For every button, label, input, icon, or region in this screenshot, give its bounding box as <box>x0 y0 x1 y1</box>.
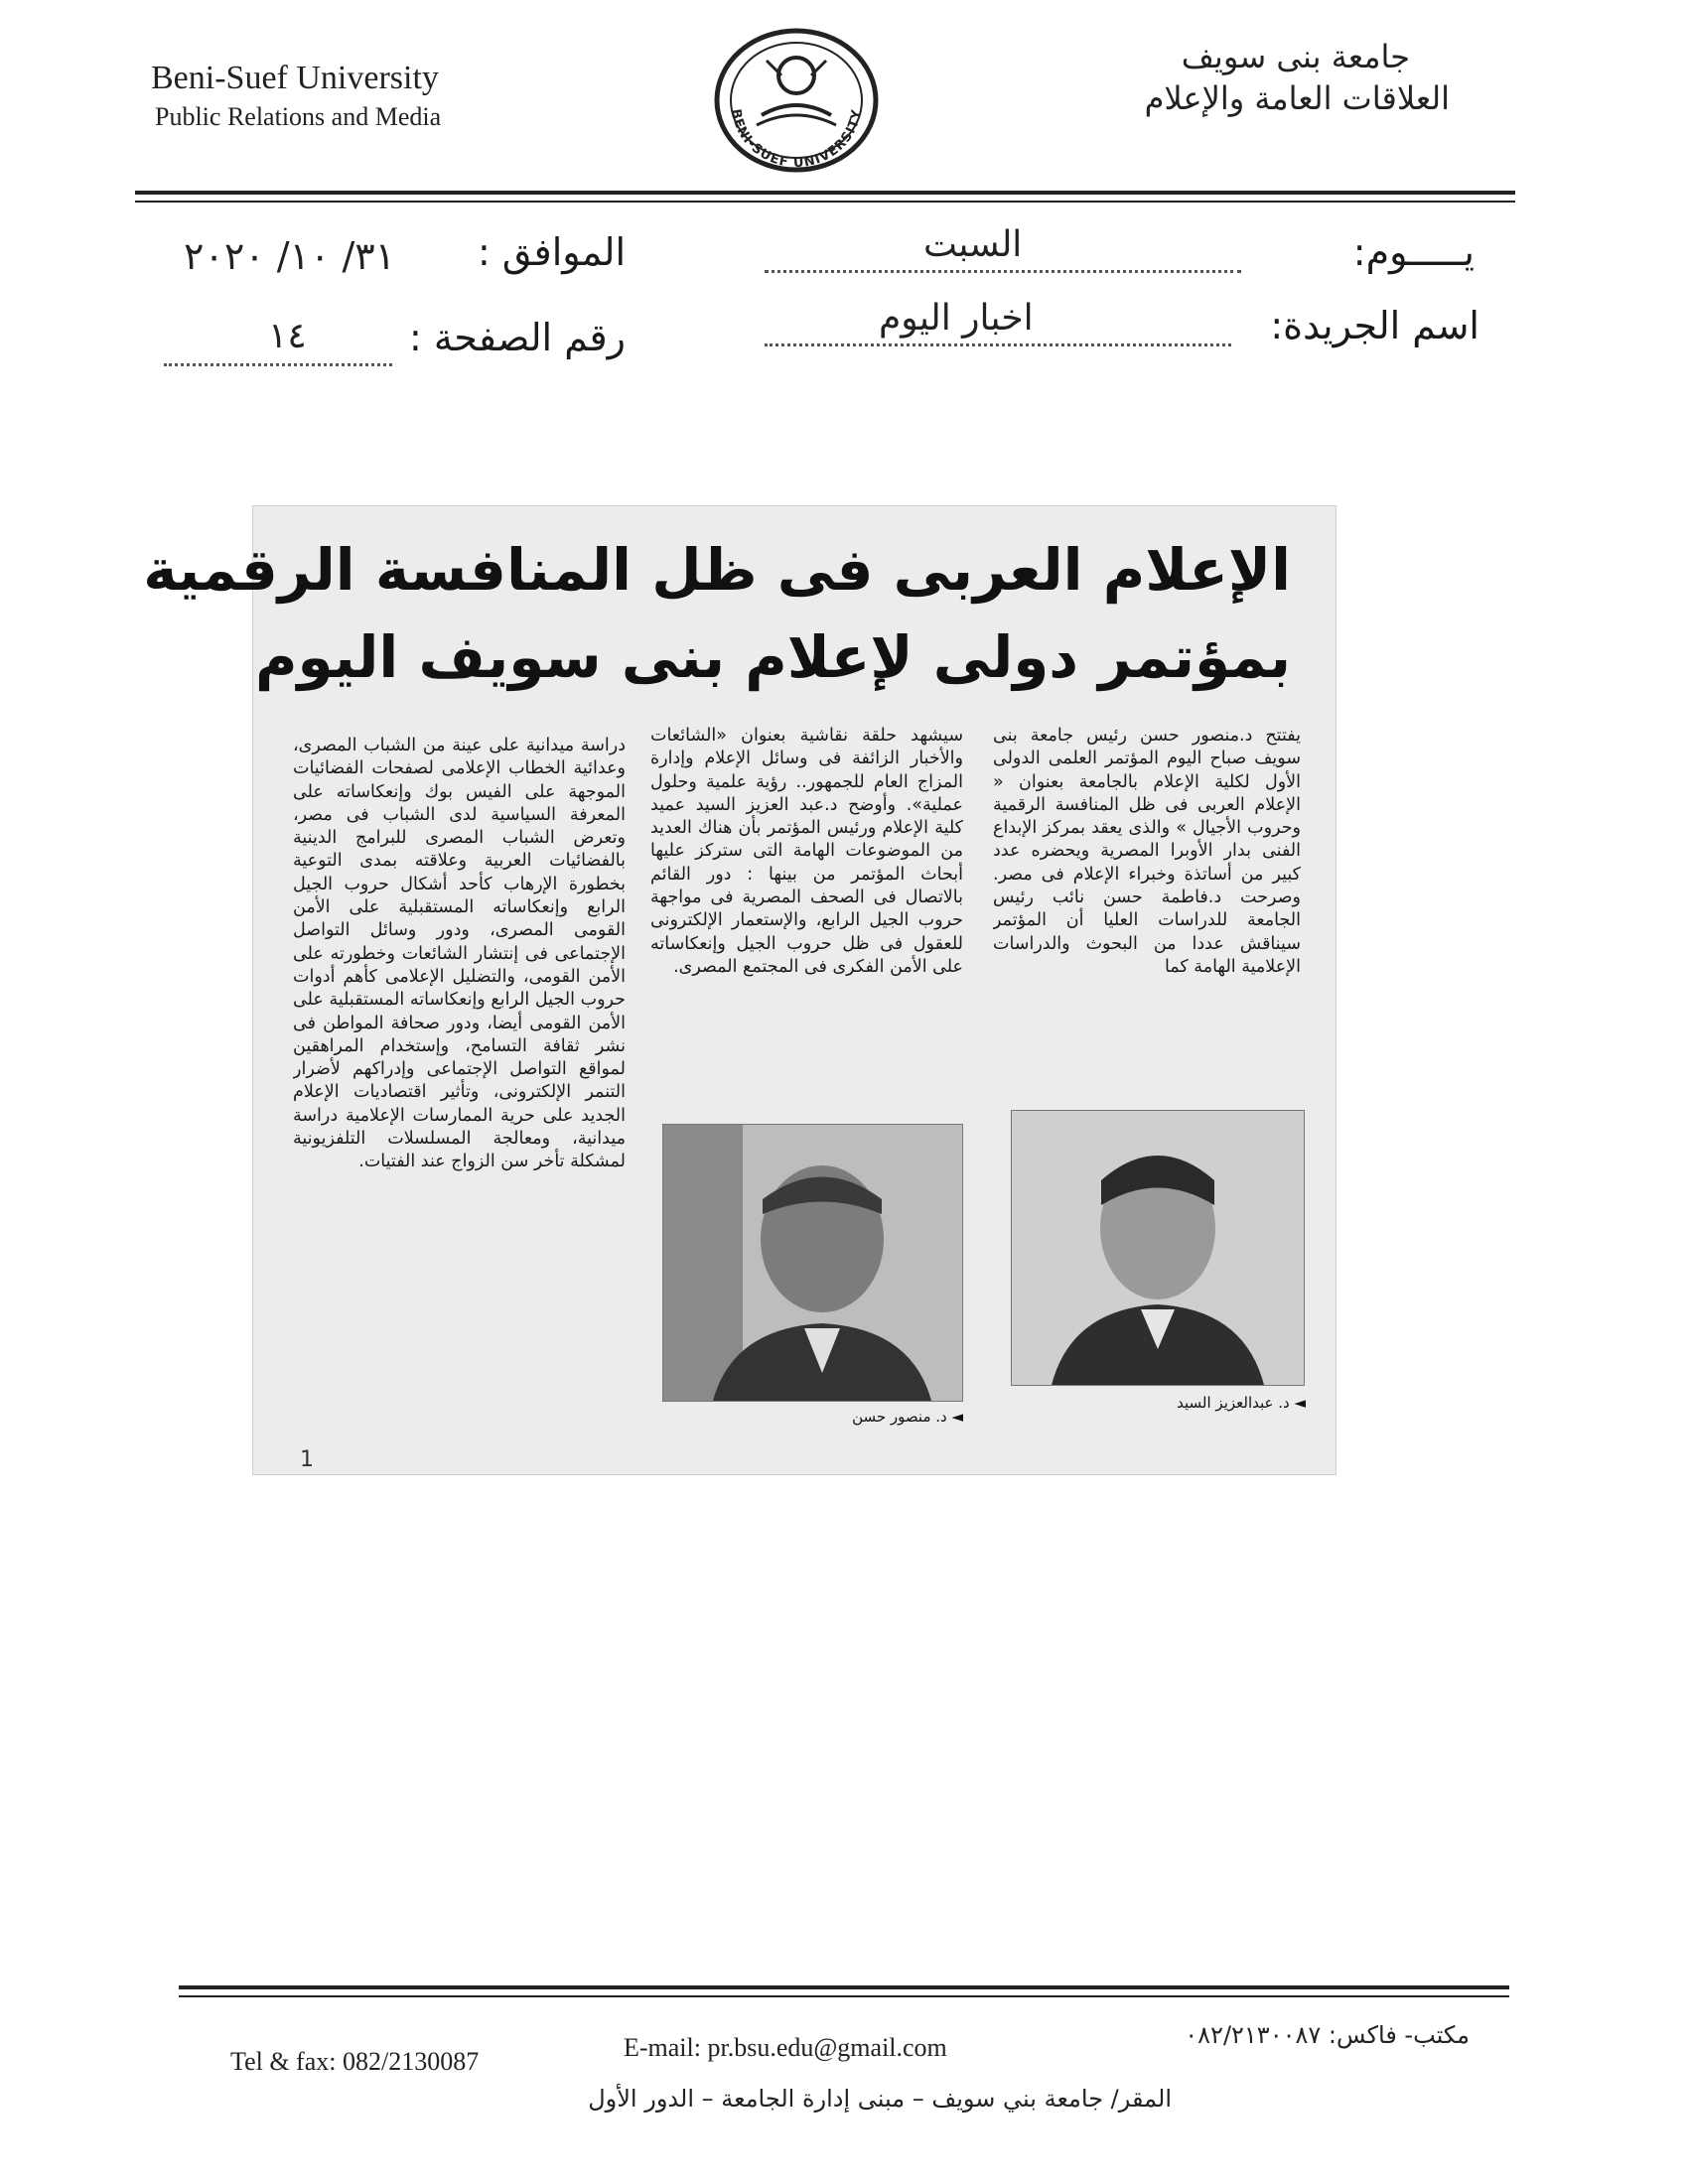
university-logo <box>707 26 886 175</box>
footer-email: E-mail: pr.bsu.edu@gmail.com <box>624 2033 947 2062</box>
photo-mansour-hassan <box>662 1124 963 1402</box>
day-dotted-line <box>765 270 1241 273</box>
page-value: ١٤ <box>268 316 307 356</box>
photo-right-caption: ◄ د. عبدالعزيز السيد <box>1177 1394 1306 1412</box>
headline-line-1: الإعلام العربى فى ظل المنافسة الرقمية <box>143 536 1291 604</box>
footer-rule <box>179 1985 1509 1989</box>
page-dotted-line <box>164 363 392 366</box>
newspaper-dotted-line <box>765 343 1231 346</box>
header-department-ar: العلاقات العامة والإعلام <box>1144 79 1450 117</box>
header-rule-thin <box>135 201 1515 203</box>
footer-rule-thin <box>179 1995 1509 1997</box>
header-rule <box>135 191 1515 195</box>
header-university-name-ar: جامعة بنى سويف <box>1181 38 1410 75</box>
page-label: رقم الصفحة : <box>409 316 626 359</box>
newspaper-label: اسم الجريدة: <box>1270 304 1479 347</box>
footer-tel-fax: Tel & fax: 082/2130087 <box>230 2047 480 2076</box>
svg-text:BENI-SUEF UNIVERSITY <box>728 108 865 171</box>
header-university-name-en: Beni-Suef University <box>151 60 439 96</box>
article-column-right: يفتتح د.منصور حسن رئيس جامعة بنى سويف صباح اليوم المؤتمر العلمى الدولى الأول لكلية الإعلام بالجامعة بعنوان « الإعلام العربى فى ظل المنافسة الرقمية وحروب الأجيال » والذى يعقد بمركز الإبداع الفنى بدار الأوبرا المصرية ويحضره عدد كبير من أساتذة وخبراء الإعلام فى مصر. وصرحت د.فاطمة حسن نائب رئيس الجامعة للدراسات العليا أن المؤتمر سيناقش عددا من البحوث والدراسات الإعلامية الهامة كما <box>993 726 1301 977</box>
header-department-en: Public Relations and Media <box>155 102 442 131</box>
photo-abdelaziz-elsayed <box>1011 1110 1305 1386</box>
article-column-middle: سيشهد حلقة نقاشية بعنوان «الشائعات والأخبار الزائفة فى وسائل الإعلام وإدارة المزاج العام للجمهور.. رؤية علمية وحلول عملية». وأوضح د.عبد العزيز السيد عميد كلية الإعلام ورئيس المؤتمر بأن هناك العديد من الموضوعات الهامة التى ستركز عليها أبحاث المؤتمر من بينها : دور القائم بالاتصال فى الصحف المصرية فى مواجهة حروب الجيل الرابع، والإستعمار الإلكترونى للعقول فى ظل حروب الجيل وإنعكاساته على الأمن الفكرى فى المجتمع المصرى. <box>650 726 963 977</box>
headline-line-2: بمؤتمر دولى لإعلام بنى سويف اليوم <box>255 623 1291 691</box>
portrait-icon <box>1012 1111 1304 1385</box>
day-label: يـــــوم: <box>1352 230 1475 274</box>
day-value: السبت <box>923 224 1023 265</box>
newspaper-value: اخبار اليوم <box>879 298 1034 339</box>
page-mark: 1 <box>300 1447 314 1472</box>
article-column-left: دراسة ميدانية على عينة من الشباب المصرى، وعدائية الخطاب الإعلامى لصفحات الفضائيات الموجهة على الفيس بوك وإنعكاساته على المعرفة السياسية لدى الشباب فى مصر، وتعرض الشباب المصرى للبرامج الدينية بالفضائيات العربية وعلاقته بمدى التوعية بخطورة الإرهاب كأحد أشكال حروب الجيل الرابع وإنعكاساته المستقبلية على الأمن القومى المصرى، ودور وسائل التواصل الإجتماعى فى إنتشار الشائعات وخطورته على الأمن القومى، والتضليل الإعلامى كأهم أدوات حروب الجيل الرابع وإنعكاساته المستقبلية على الأمن القومى أيضا، ودور صحافة المواطن فى نشر ثقافة التسامح، وإستخدام المراهقين لمواقع التواصل الإجتماعى وإدراكهم لأضرار التنمر الإلكترونى، وتأثير اقتصاديات الإعلام الجديد على حرية الممارسات الإعلامية دراسة ميدانية، ومعالجة المسلسلات التلفزيونية لمشكلة تأخر سن الزواج عند الفتيات. <box>293 736 626 1172</box>
photo-left-caption: ◄ د. منصور حسن <box>852 1408 963 1426</box>
date-value: ٣١/ ١٠/ ٢٠٢٠ <box>184 234 396 278</box>
footer-office-fax: مكتب- فاكس: ٠٨٢/٢١٣٠٠٨٧ <box>1185 2021 1470 2049</box>
date-label: الموافق : <box>477 230 626 274</box>
portrait-icon <box>663 1125 962 1401</box>
footer-address: المقر/ جامعة بني سويف – مبنى إدارة الجامعة – الدور الأول <box>588 2085 1172 2113</box>
logo-text: BENI-SUEF UNIVERSITY <box>727 107 865 172</box>
